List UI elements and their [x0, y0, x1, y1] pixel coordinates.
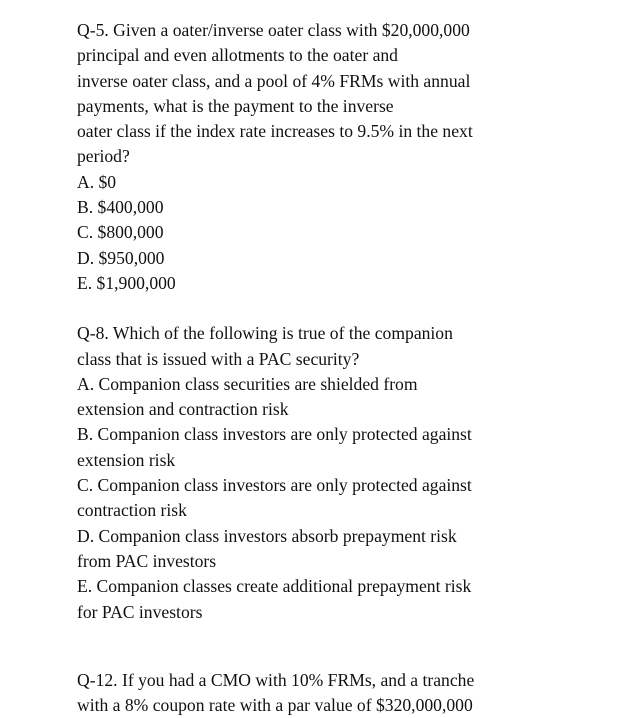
- question-text-line: period?: [77, 146, 130, 167]
- question-text-line: principal and even allotments to the oater and: [77, 45, 398, 66]
- answer-option-d-cont: from PAC investors: [77, 550, 217, 571]
- question-q5: [77, 18, 637, 296]
- answer-option-c-cont: contraction risk: [77, 500, 187, 521]
- question-text-line: payments, what is the payment to the inverse: [77, 95, 394, 116]
- question-text-line: oater class if the index rate increases to 9.5% in the next: [77, 121, 473, 142]
- question-text-line: Q-8. Which of the following is true of the companion: [77, 323, 453, 344]
- answer-option-a: A. Companion class securities are shielded from: [77, 373, 418, 394]
- answer-option-e: E. Companion classes create additional prepayment risk: [77, 576, 472, 597]
- answer-option-e-cont: for PAC investors: [77, 601, 203, 622]
- answer-option-a: A. $0: [77, 171, 117, 192]
- question-q12: [77, 668, 637, 718]
- question-text-line: class that is issued with a PAC security?: [77, 348, 360, 369]
- answer-option-b: B. Companion class investors are only protected against: [77, 424, 472, 445]
- answer-option-d: D. Companion class investors absorb prepayment risk: [77, 525, 457, 546]
- answer-option-b: B. $400,000: [77, 197, 164, 218]
- answer-option-d: D. $950,000: [77, 247, 165, 268]
- question-q8: [77, 321, 637, 625]
- answer-option-b-cont: extension risk: [77, 449, 176, 470]
- answer-option-c: C. $800,000: [77, 222, 164, 243]
- question-text-line: Q-12. If you had a CMO with 10% FRMs, and a tranche: [77, 670, 475, 690]
- question-text-line: inverse oater class, and a pool of 4% FRMs with annual: [77, 70, 471, 91]
- answer-option-e: E. $1,900,000: [77, 272, 176, 293]
- answer-option-a-cont: extension and contraction risk: [77, 399, 289, 420]
- question-text-line-cut: with a 8% coupon rate with a par value of $320,000,000: [77, 695, 473, 716]
- answer-option-c: C. Companion class investors are only protected against: [77, 475, 472, 496]
- document-page: [77, 18, 637, 625]
- question-text-line: Q-5. Given a oater/inverse oater class with $20,000,000: [77, 20, 470, 40]
- spacer: [77, 296, 637, 321]
